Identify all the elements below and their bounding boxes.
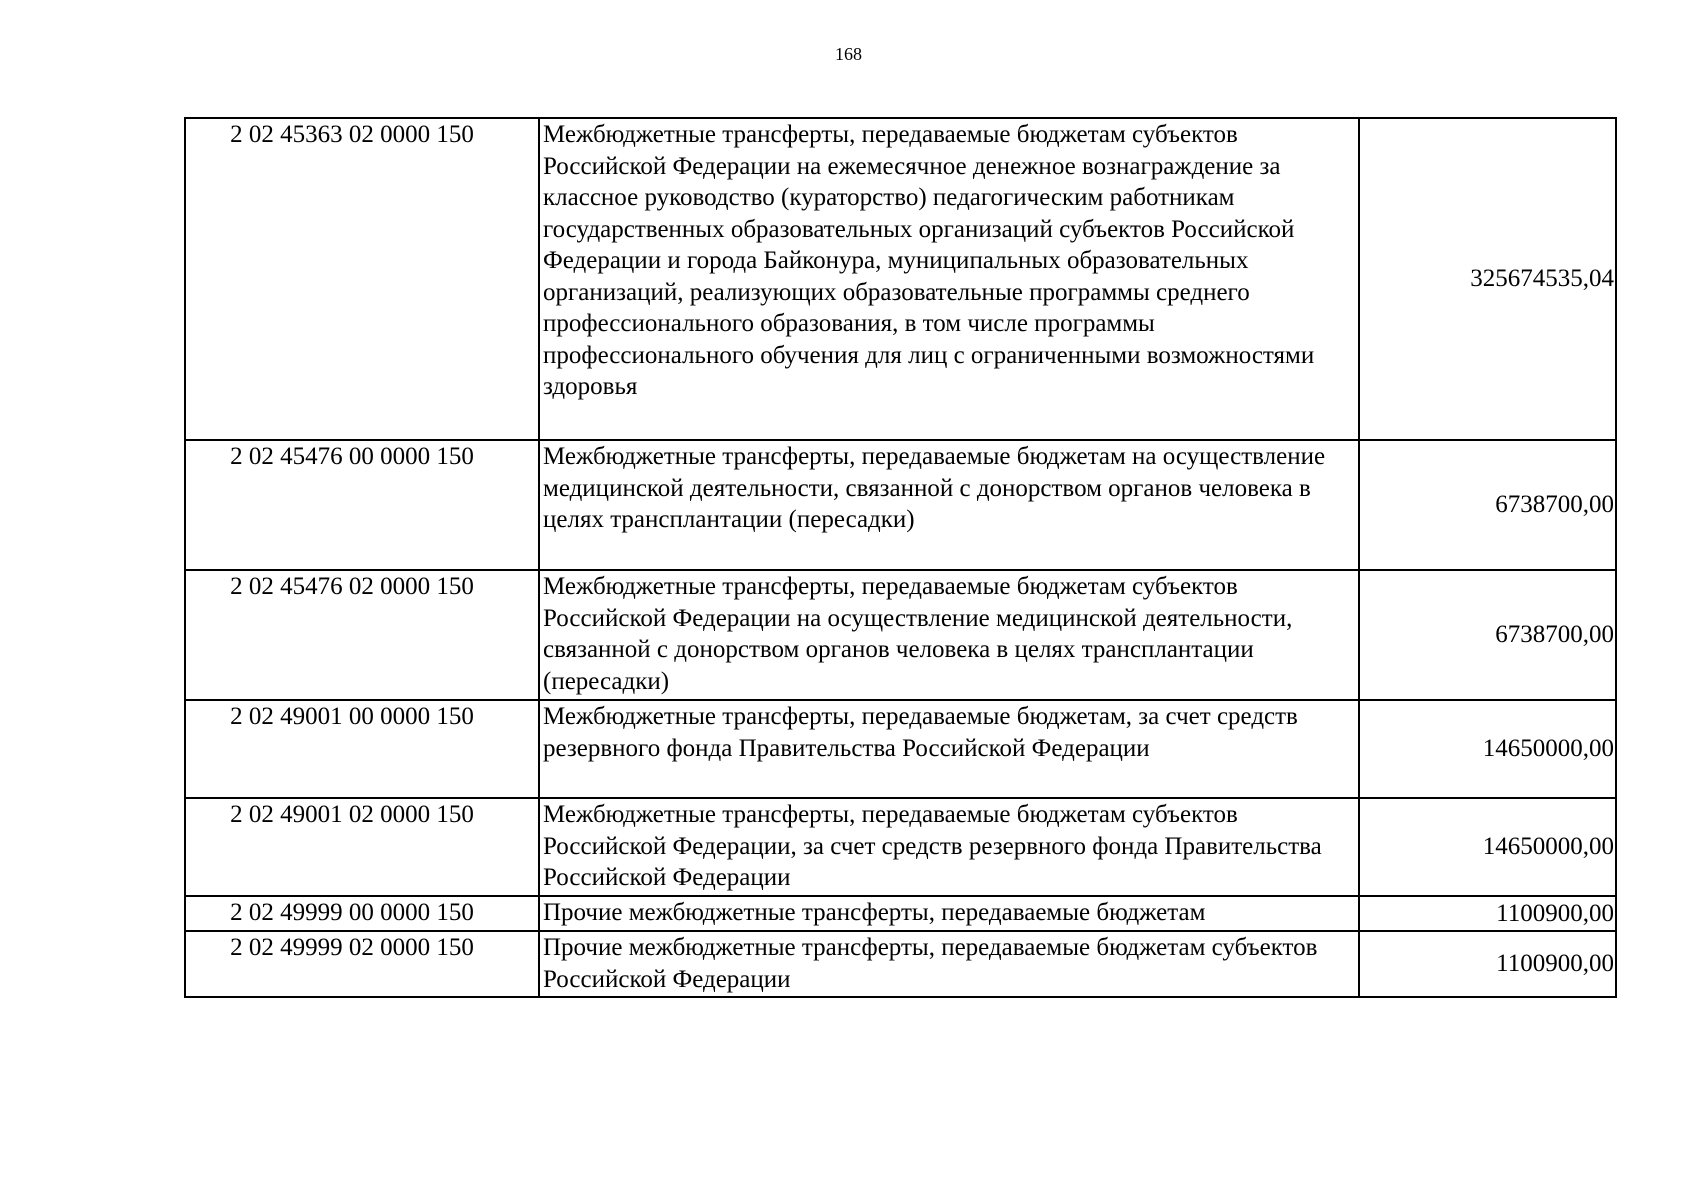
page-number: 168 xyxy=(835,44,862,64)
row-name: Межбюджетные трансферты, передаваемые бюджетам субъектов Российской Федерации, за счет средств резервного фонда Правительства Российской Федерации xyxy=(539,798,1359,896)
row-sum: 6738700,00 xyxy=(1359,440,1616,570)
table-row xyxy=(185,931,1616,997)
row-code: 2 02 49999 02 0000 150 xyxy=(185,931,539,997)
table-row xyxy=(185,118,1616,440)
row-code: 2 02 49999 00 0000 150 xyxy=(185,896,539,931)
row-sum: 1100900,00 xyxy=(1359,931,1616,997)
table-row xyxy=(185,700,1616,798)
row-code: 2 02 45476 02 0000 150 xyxy=(185,570,539,700)
row-sum: 6738700,00 xyxy=(1359,570,1616,700)
row-name: Межбюджетные трансферты, передаваемые бюджетам субъектов Российской Федерации на осуществление медицинской деятельности, связанной с донорством органов человека в целях трансплантации (пересадки) xyxy=(539,570,1359,700)
row-code: 2 02 49001 02 0000 150 xyxy=(185,798,539,896)
row-name: Межбюджетные трансферты, передаваемые бюджетам субъектов Российской Федерации на ежемесячное денежное вознаграждение за классное руководство (кураторство) педагогическим работникам государственных образовательных организаций субъектов Российской Федерации и города Байконура, муниципальных образовательных организаций, реализующих образовательные программы среднего профессионального образования, в том числе программы профессионального обучения для лиц с ограниченными возможностями здоровья xyxy=(539,118,1359,440)
budget-table xyxy=(184,117,1617,998)
row-name: Межбюджетные трансферты, передаваемые бюджетам, за счет средств резервного фонда Правительства Российской Федерации xyxy=(539,700,1359,798)
row-name: Прочие межбюджетные трансферты, передаваемые бюджетам субъектов Российской Федерации xyxy=(539,931,1359,997)
table-row xyxy=(185,440,1616,570)
row-sum: 1100900,00 xyxy=(1359,896,1616,931)
table-row xyxy=(185,798,1616,896)
row-code: 2 02 45363 02 0000 150 xyxy=(185,118,539,440)
row-sum: 14650000,00 xyxy=(1359,798,1616,896)
table-row xyxy=(185,896,1616,931)
row-name: Прочие межбюджетные трансферты, передаваемые бюджетам xyxy=(539,896,1359,931)
row-code: 2 02 45476 00 0000 150 xyxy=(185,440,539,570)
row-sum: 325674535,04 xyxy=(1359,118,1616,440)
row-sum: 14650000,00 xyxy=(1359,700,1616,798)
row-name: Межбюджетные трансферты, передаваемые бюджетам на осуществление медицинской деятельности, связанной с донорством органов человека в целях трансплантации (пересадки) xyxy=(539,440,1359,570)
table-row xyxy=(185,570,1616,700)
row-code: 2 02 49001 00 0000 150 xyxy=(185,700,539,798)
